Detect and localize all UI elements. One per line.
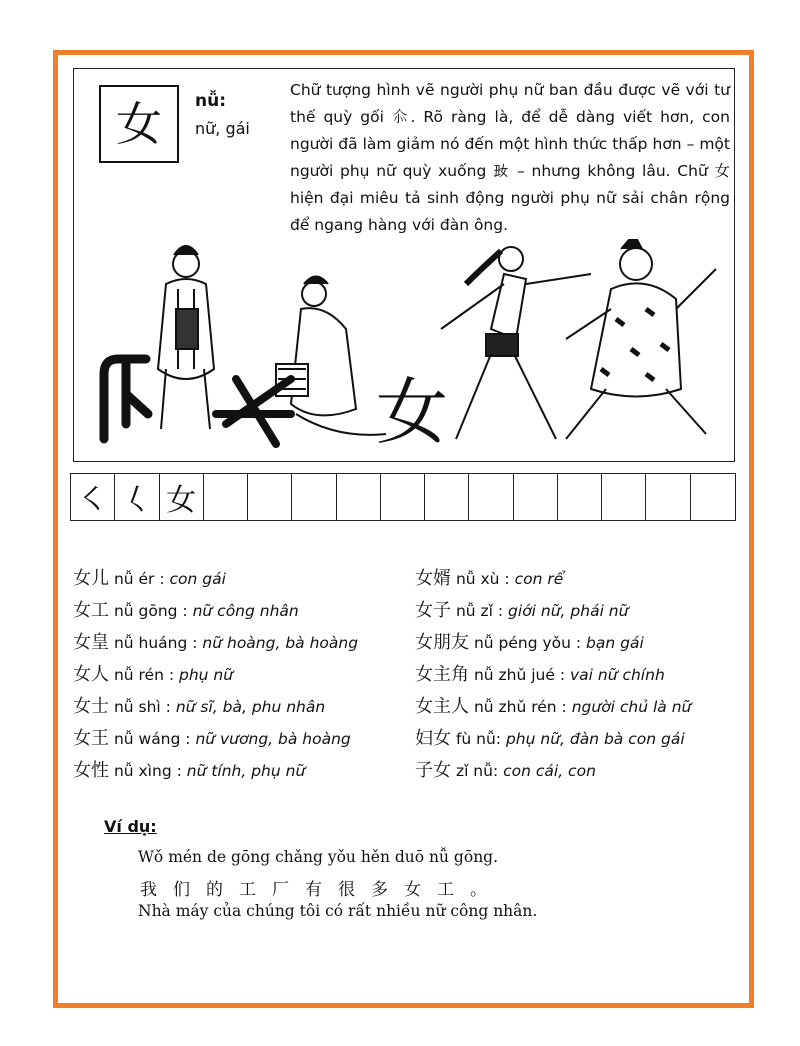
vocab-item: 女主角 nǚ zhǔ jué : vai nữ chính	[415, 664, 665, 685]
vocab-item: 女王 nǚ wáng : nữ vương, bà hoàng	[73, 728, 351, 749]
character-meaning: nữ, gái	[195, 119, 250, 138]
ancient-glyph-kneeling	[104, 359, 148, 439]
vocab-item: 女士 nǚ shì : nữ sĩ, bà, phu nhân	[73, 696, 326, 717]
vocab-item: 女子 nǚ zǐ : giới nữ, phái nữ	[415, 600, 629, 621]
example-pinyin: Wǒ mén de gōng chǎng yǒu hěn duō nǚ gōng.	[138, 848, 499, 866]
main-character: 女	[99, 85, 179, 163]
stroke-cell	[514, 474, 558, 520]
evolution-illustration	[86, 239, 726, 454]
vocab-item: 女朋友 nǚ péng yǒu : bạn gái	[415, 632, 644, 653]
vocab-item: 女儿 nǚ ér : con gái	[73, 568, 226, 589]
stroke-cell	[425, 474, 469, 520]
stroke-cell	[204, 474, 248, 520]
vocab-item: 女性 nǚ xìng : nữ tính, phụ nữ	[73, 760, 306, 781]
ancient-glyph-simplified	[216, 379, 291, 444]
vocab-item: 女主人 nǚ zhǔ rén : người chủ là nữ	[415, 696, 692, 717]
striding-woman-figure	[441, 247, 591, 439]
stroke-cell	[337, 474, 381, 520]
stroke-cell	[558, 474, 602, 520]
vocab-item: 妇女 fù nǚ: phụ nữ, đàn bà con gái	[415, 728, 685, 749]
stroke-cell	[646, 474, 690, 520]
character-description: Chữ tượng hình vẽ người phụ nữ ban đầu được vẽ với tư thế quỳ gối 𠇍. Rõ ràng là, để dễ dàng viết hơn, con người đã làm giảm nó đến một hình thức thấp hơn – một người phụ nữ quỳ xuống 𡚽 – nhưng không lâu. Chữ 女 hiện đại miêu tả sinh động người phụ nữ sải chân rộng để ngang hàng với đàn ông.	[290, 81, 730, 234]
stroke-cell	[248, 474, 292, 520]
character-intro-box	[73, 68, 735, 462]
stroke-cell	[292, 474, 336, 520]
stroke-cell	[469, 474, 513, 520]
example-hanzi: 我们的工厂有很多女工。	[140, 880, 503, 900]
stroke-cell: 女	[160, 474, 204, 520]
vocab-item: 子女 zǐ nǚ: con cái, con	[415, 760, 596, 781]
stroke-cell	[381, 474, 425, 520]
vocab-list-left	[73, 563, 413, 787]
example-translation: Nhà máy của chúng tôi có rất nhiều nữ công nhân.	[138, 902, 538, 920]
stroke-cell	[602, 474, 646, 520]
vocab-item: 女婿 nǚ xù : con rể	[415, 568, 564, 589]
kneeling-woman-figure	[158, 246, 214, 429]
example-label: Ví dụ:	[104, 817, 157, 836]
stroke-cell: 𡿨	[115, 474, 159, 520]
page-frame	[53, 50, 754, 1008]
stroke-cell	[691, 474, 735, 520]
character-pinyin: nǚ:	[195, 91, 227, 111]
vocab-item: 女工 nǚ gōng : nữ công nhân	[73, 600, 299, 621]
vocab-item: 女皇 nǚ huáng : nữ hoàng, bà hoàng	[73, 632, 359, 653]
stroke-cell: ㇛	[71, 474, 115, 520]
vocab-item: 女人 nǚ rén : phụ nữ	[73, 664, 234, 685]
stroke-order-grid	[70, 473, 736, 521]
man-figure	[566, 239, 716, 439]
vocab-list-right	[415, 563, 745, 787]
modern-glyph: 女	[376, 370, 449, 454]
